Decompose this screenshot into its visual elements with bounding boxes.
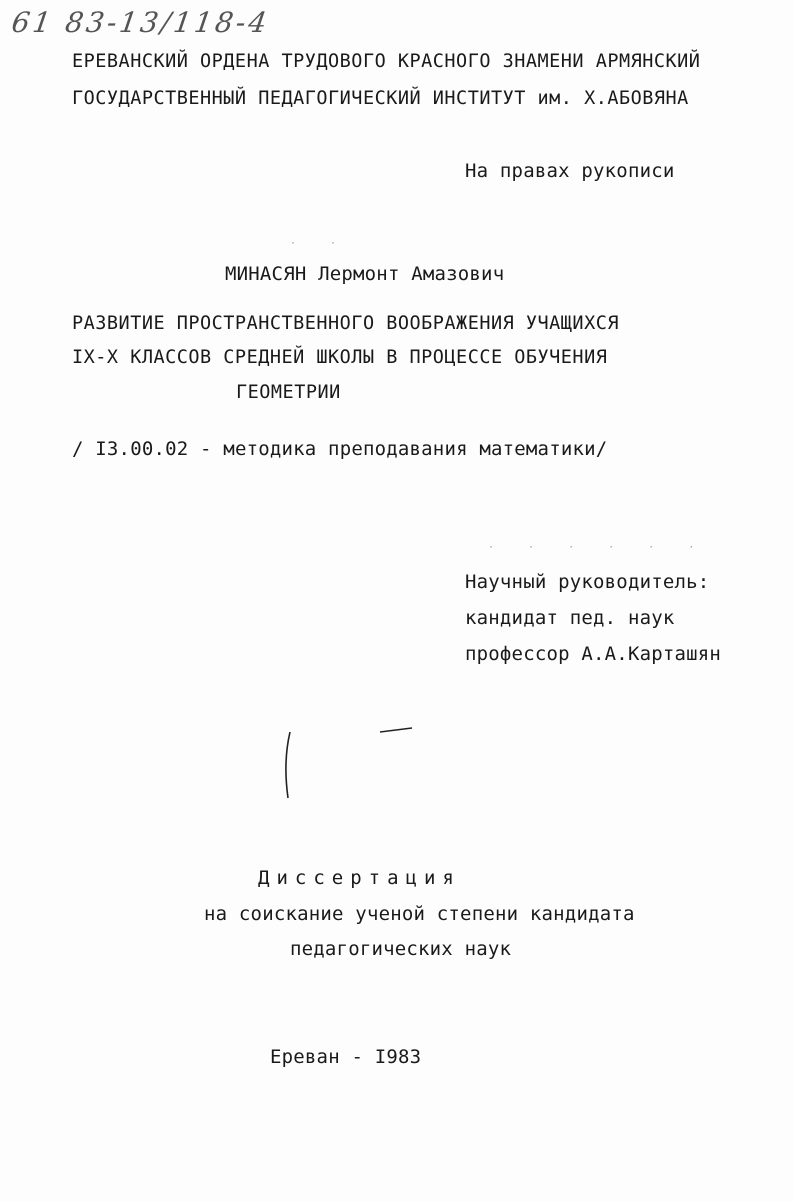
institute-line-2: ГОСУДАРСТВЕННЫЙ ПЕДАГОГИЧЕСКИЙ ИНСТИТУТ им. Х.АБОВЯНА	[72, 88, 689, 109]
author-name: МИНАСЯН Лермонт Амазович	[225, 263, 505, 285]
specialty-code: / I3.00.02 - методика преподавания математики/	[72, 438, 608, 460]
paper-specks: · ·	[290, 238, 351, 249]
manuscript-rights: На правах рукописи	[465, 160, 675, 182]
place-year: Ереван - I983	[270, 1046, 422, 1068]
institute-line-1: ЕРЕВАНСКИЙ ОРДЕНА ТРУДОВОГО КРАСНОГО ЗНАМЕНИ АРМЯНСКИЙ	[72, 51, 701, 72]
title-line-3: ГЕОМЕТРИИ	[236, 382, 341, 403]
supervisor-degree: кандидат пед. наук	[465, 607, 675, 629]
title-line-1: РАЗВИТИЕ ПРОСТРАНСТВЕННОГО ВООБРАЖЕНИЯ УЧАЩИХСЯ	[72, 313, 619, 334]
pen-stroke-horizontal	[380, 728, 412, 732]
pen-stroke-mark	[270, 720, 430, 810]
science-field: педагогических наук	[290, 938, 512, 960]
archive-handwritten-note: 61 83-13/118-4	[9, 6, 272, 39]
degree-purpose: на соискание ученой степени кандидата	[204, 903, 635, 925]
supervisor-label: Научный руководитель:	[465, 571, 710, 593]
paper-specks: · · · · · ·	[488, 542, 709, 553]
title-line-2: IX-X КЛАССОВ СРЕДНЕЙ ШКОЛЫ В ПРОЦЕССЕ ОБУЧЕНИЯ	[72, 347, 608, 368]
pen-stroke-vertical	[286, 732, 290, 798]
dissertation-heading: Диссертация	[258, 867, 461, 889]
supervisor-name: профессор А.А.Карташян	[465, 643, 722, 665]
